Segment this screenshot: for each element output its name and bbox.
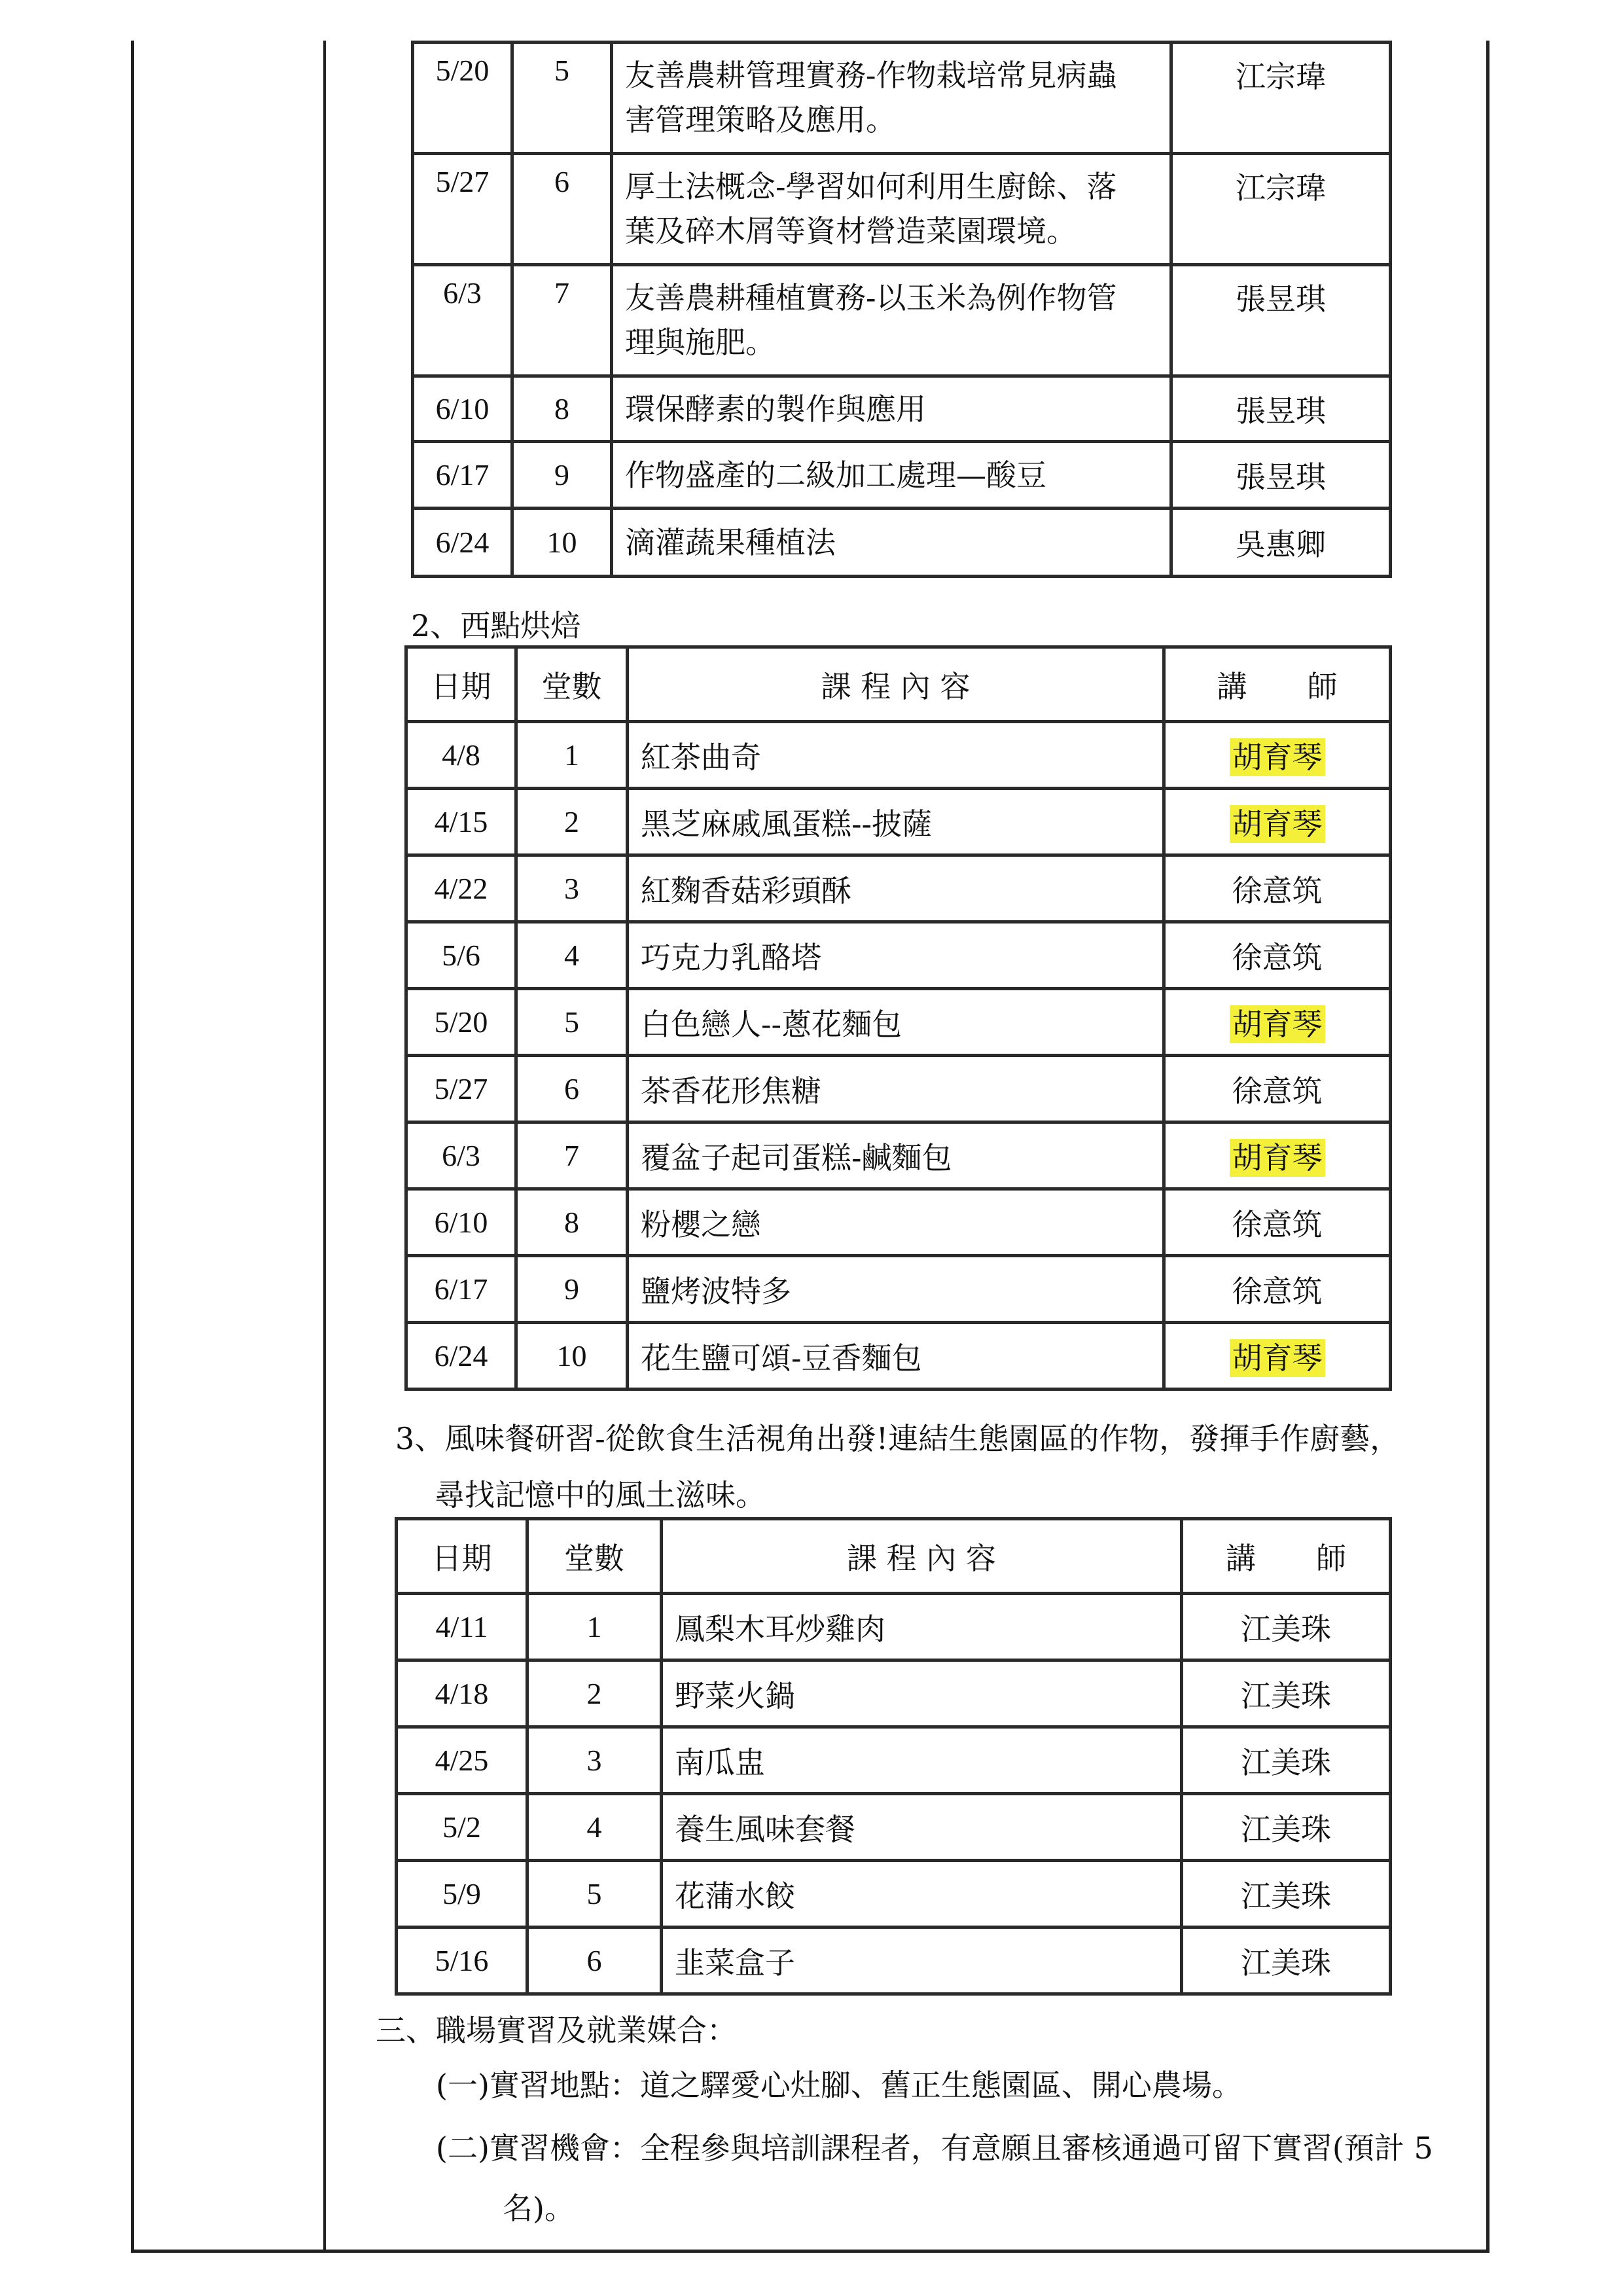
cell-content: 鳳梨木耳炒雞肉 [662,1594,1182,1660]
cell-date: 6/24 [406,1323,516,1390]
cell-teacher: 徐意筑 [1164,922,1391,989]
cell-teacher: 徐意筑 [1164,855,1391,922]
teacher-highlight: 胡育琴 [1230,1339,1325,1377]
table-row [413,265,1391,376]
cell-date: 6/3 [413,265,512,376]
cell-teacher: 江美珠 [1182,1660,1391,1727]
cell-date: 6/10 [406,1189,516,1256]
cell-teacher: 張昱琪 [1171,265,1391,376]
cell-content: 茶香花形焦糖 [628,1056,1164,1122]
section3-title-line2: 尋找記憶中的風土滋味。 [435,1477,766,1513]
cell-count: 6 [527,1928,662,1994]
table-row [406,989,1391,1056]
cell-count: 1 [527,1594,662,1660]
cell-content: 覆盆子起司蛋糕-鹹麵包 [628,1122,1164,1189]
cell-count: 4 [527,1794,662,1861]
cell-count: 7 [512,265,612,376]
header-count: 堂數 [516,647,628,722]
table-row [413,376,1391,442]
cell-teacher [1164,1122,1391,1189]
cell-date: 5/20 [406,989,516,1056]
cell-content: 友善農耕種植實務-以玉米為例作物管 理與施肥。 [612,265,1171,376]
teacher-highlight: 胡育琴 [1230,738,1325,776]
table-row [406,1323,1391,1390]
cell-teacher: 張昱琪 [1171,376,1391,442]
cell-teacher [1164,789,1391,855]
table-row [413,154,1391,265]
cell-content: 花蒲水餃 [662,1861,1182,1928]
cell-date: 5/9 [397,1861,527,1928]
cell-content: 花生鹽可頌-豆香麵包 [628,1323,1164,1390]
cell-date: 4/15 [406,789,516,855]
cell-date: 6/24 [413,509,512,577]
table-row [397,1794,1391,1861]
cell-count: 9 [512,442,612,509]
internship-item2-line2: 名)。 [503,2191,575,2226]
table-header-row [406,647,1391,722]
table-row [406,789,1391,855]
cell-count: 7 [516,1122,628,1189]
header-content: 課 程 內 容 [662,1519,1182,1594]
table-baking-courses [404,645,1392,1391]
table-farming-courses [411,41,1392,578]
cell-teacher: 張昱琪 [1171,442,1391,509]
internship-title: 三、職場實習及就業媒合： [376,2013,737,2048]
table-row [406,1189,1391,1256]
section2-title: 2、西點烘焙 [411,608,581,643]
table-row [413,43,1391,154]
table-row [397,1861,1391,1928]
cell-teacher: 江美珠 [1182,1594,1391,1660]
cell-teacher: 吳惠卿 [1171,509,1391,577]
table-row [406,722,1391,789]
header-count: 堂數 [527,1519,662,1594]
table-row [397,1928,1391,1994]
cell-count: 6 [512,154,612,265]
cell-count: 4 [516,922,628,989]
header-teacher: 講 師 [1182,1519,1391,1594]
cell-count: 10 [512,509,612,577]
cell-teacher: 江宗瑋 [1171,154,1391,265]
cell-content: 鹽烤波特多 [628,1256,1164,1323]
cell-teacher: 江美珠 [1182,1861,1391,1928]
cell-count: 3 [527,1727,662,1794]
cell-date: 6/10 [413,376,512,442]
cell-teacher [1164,1323,1391,1390]
cell-date: 5/27 [413,154,512,265]
table-farming-body [413,43,1391,577]
cell-teacher: 徐意筑 [1164,1056,1391,1122]
header-teacher: 講 師 [1164,647,1391,722]
header-content: 課 程 內 容 [628,647,1164,722]
table-row [406,1256,1391,1323]
table-header-row [397,1519,1391,1594]
cell-content: 野菜火鍋 [662,1660,1182,1727]
cell-content: 滴灌蔬果種植法 [612,509,1171,577]
cell-date: 4/22 [406,855,516,922]
internship-item1: (一)實習地點：道之驛愛心灶腳、舊正生態園區、開心農場。 [436,2068,1242,2103]
cell-content: 白色戀人--蔥花麵包 [628,989,1164,1056]
header-date: 日期 [397,1519,527,1594]
cell-date: 5/2 [397,1794,527,1861]
cell-content: 黑芝麻戚風蛋糕--披薩 [628,789,1164,855]
cell-teacher: 江宗瑋 [1171,43,1391,154]
cell-count: 9 [516,1256,628,1323]
cell-date: 5/16 [397,1928,527,1994]
cell-count: 3 [516,855,628,922]
cell-date: 6/17 [413,442,512,509]
table-row [406,922,1391,989]
cell-count: 6 [516,1056,628,1122]
cell-content: 作物盛產的二級加工處理—酸豆 [612,442,1171,509]
cell-date: 4/11 [397,1594,527,1660]
cell-content: 友善農耕管理實務-作物栽培常見病蟲 害管理策略及應用。 [612,43,1171,154]
table-row [397,1660,1391,1727]
cell-count: 5 [516,989,628,1056]
table-row [406,855,1391,922]
cell-content: 厚土法概念-學習如何利用生廚餘、落 葉及碎木屑等資材營造菜園環境。 [612,154,1171,265]
cell-date: 6/3 [406,1122,516,1189]
cell-teacher: 江美珠 [1182,1928,1391,1994]
cell-date: 4/25 [397,1727,527,1794]
cell-teacher: 江美珠 [1182,1727,1391,1794]
table-row [406,1056,1391,1122]
header-date: 日期 [406,647,516,722]
cell-content: 粉櫻之戀 [628,1189,1164,1256]
table-row [413,509,1391,577]
cell-content: 巧克力乳酪塔 [628,922,1164,989]
cell-content: 南瓜盅 [662,1727,1182,1794]
teacher-highlight: 胡育琴 [1230,1005,1325,1043]
internship-item2-line1: (二)實習機會：全程參與培訓課程者，有意願且審核通過可留下實習(預計 5 [436,2130,1433,2166]
cell-count: 5 [527,1861,662,1928]
cell-teacher: 徐意筑 [1164,1256,1391,1323]
cell-teacher: 徐意筑 [1164,1189,1391,1256]
cell-count: 2 [516,789,628,855]
cell-content: 養生風味套餐 [662,1794,1182,1861]
teacher-highlight: 胡育琴 [1230,1139,1325,1177]
cell-content: 環保酵素的製作與應用 [612,376,1171,442]
cell-count: 5 [512,43,612,154]
cell-date: 6/17 [406,1256,516,1323]
cell-date: 4/8 [406,722,516,789]
cell-date: 5/20 [413,43,512,154]
table-row [397,1727,1391,1794]
table-row [413,442,1391,509]
cell-content: 紅麴香菇彩頭酥 [628,855,1164,922]
cell-count: 1 [516,722,628,789]
frame-divider [323,41,326,2251]
table-baking-body [406,722,1391,1390]
table-row [397,1594,1391,1660]
cell-date: 5/6 [406,922,516,989]
cell-date: 5/27 [406,1056,516,1122]
cell-teacher [1164,722,1391,789]
table-row [406,1122,1391,1189]
cell-count: 8 [516,1189,628,1256]
cell-content: 紅茶曲奇 [628,722,1164,789]
cell-count: 10 [516,1323,628,1390]
cell-date: 4/18 [397,1660,527,1727]
cell-teacher [1164,989,1391,1056]
cell-count: 2 [527,1660,662,1727]
teacher-highlight: 胡育琴 [1230,805,1325,843]
section3-title-line1: 3、風味餐研習-從飲食生活視角出發!連結生態園區的作物，發揮手作廚藝， [395,1421,1400,1456]
cell-count: 8 [512,376,612,442]
cell-content: 韭菜盒子 [662,1928,1182,1994]
cell-teacher: 江美珠 [1182,1794,1391,1861]
table-cuisine-courses [395,1517,1392,1996]
table-cuisine-body [397,1594,1391,1994]
